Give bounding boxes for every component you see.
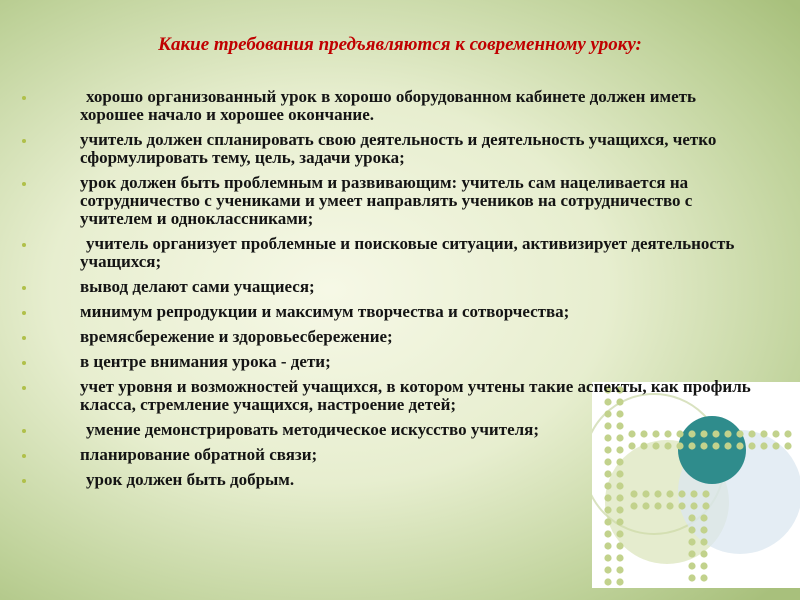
decor-dot	[772, 430, 779, 437]
list-item: урок должен быть проблемным и развивающим: учитель сам нацеливается на сотрудничество с учениками и умеет направлять учеников на сотрудничество с учителем и одноклассниками;	[22, 174, 752, 228]
decor-dot	[688, 562, 695, 569]
decor-dot	[688, 574, 695, 581]
decor-dot	[604, 554, 611, 561]
list-item: умение демонстрировать методическое искусство учителя;	[22, 421, 752, 439]
list-item: времясбережение и здоровьесбережение;	[22, 328, 752, 346]
list-item: планирование обратной связи;	[22, 446, 752, 464]
decor-dot	[616, 506, 623, 513]
slide-title: Какие требования предъявляются к современному уроку:	[158, 34, 642, 55]
decor-dot	[784, 442, 791, 449]
decor-dot	[616, 566, 623, 573]
decor-dot	[700, 538, 707, 545]
decor-dot	[700, 514, 707, 521]
decor-dot	[616, 578, 623, 585]
decor-dot	[702, 502, 709, 509]
list-item: учитель организует проблемные и поисковые ситуации, активизирует деятельность учащихся;	[22, 235, 752, 271]
decor-dot	[700, 562, 707, 569]
decor-dot	[630, 502, 637, 509]
decor-dot	[604, 506, 611, 513]
decor-dot	[688, 526, 695, 533]
list-item: в центре внимания урока - дети;	[22, 353, 752, 371]
decor-dot	[616, 542, 623, 549]
decor-dot	[604, 542, 611, 549]
decor-dot	[760, 442, 767, 449]
decor-dot	[616, 530, 623, 537]
list-item: минимум репродукции и максимум творчества и сотворчества;	[22, 303, 752, 321]
decor-dot	[654, 502, 661, 509]
decor-dot	[604, 566, 611, 573]
list-item: учитель должен спланировать свою деятельность и деятельность учащихся, четко сформулировать тему, цель, задачи урока;	[22, 131, 752, 167]
decor-dot	[616, 554, 623, 561]
decor-dot	[642, 502, 649, 509]
decor-dot	[760, 430, 767, 437]
decor-dot	[604, 578, 611, 585]
decor-dot	[678, 502, 685, 509]
decor-dot	[688, 550, 695, 557]
list-item: учет уровня и возможностей учащихся, в котором учтены такие аспекты, как профиль класса, стремление учащихся, настроение детей;	[22, 378, 752, 414]
list-item: урок должен быть добрым.	[22, 471, 752, 489]
requirements-list	[22, 88, 752, 496]
decor-dot	[666, 502, 673, 509]
list-item: хорошо организованный урок в хорошо оборудованном кабинете должен иметь хорошее начало и хорошее окончание.	[22, 88, 752, 124]
decor-dot	[700, 526, 707, 533]
decor-dot	[772, 442, 779, 449]
decor-dot	[688, 538, 695, 545]
decor-dot	[604, 530, 611, 537]
decor-dot	[616, 518, 623, 525]
decor-dot	[688, 514, 695, 521]
decor-dot	[690, 502, 697, 509]
decor-dot	[700, 550, 707, 557]
list-item: вывод делают сами учащиеся;	[22, 278, 752, 296]
decor-dot	[700, 574, 707, 581]
decor-dot	[784, 430, 791, 437]
decor-dot	[604, 518, 611, 525]
